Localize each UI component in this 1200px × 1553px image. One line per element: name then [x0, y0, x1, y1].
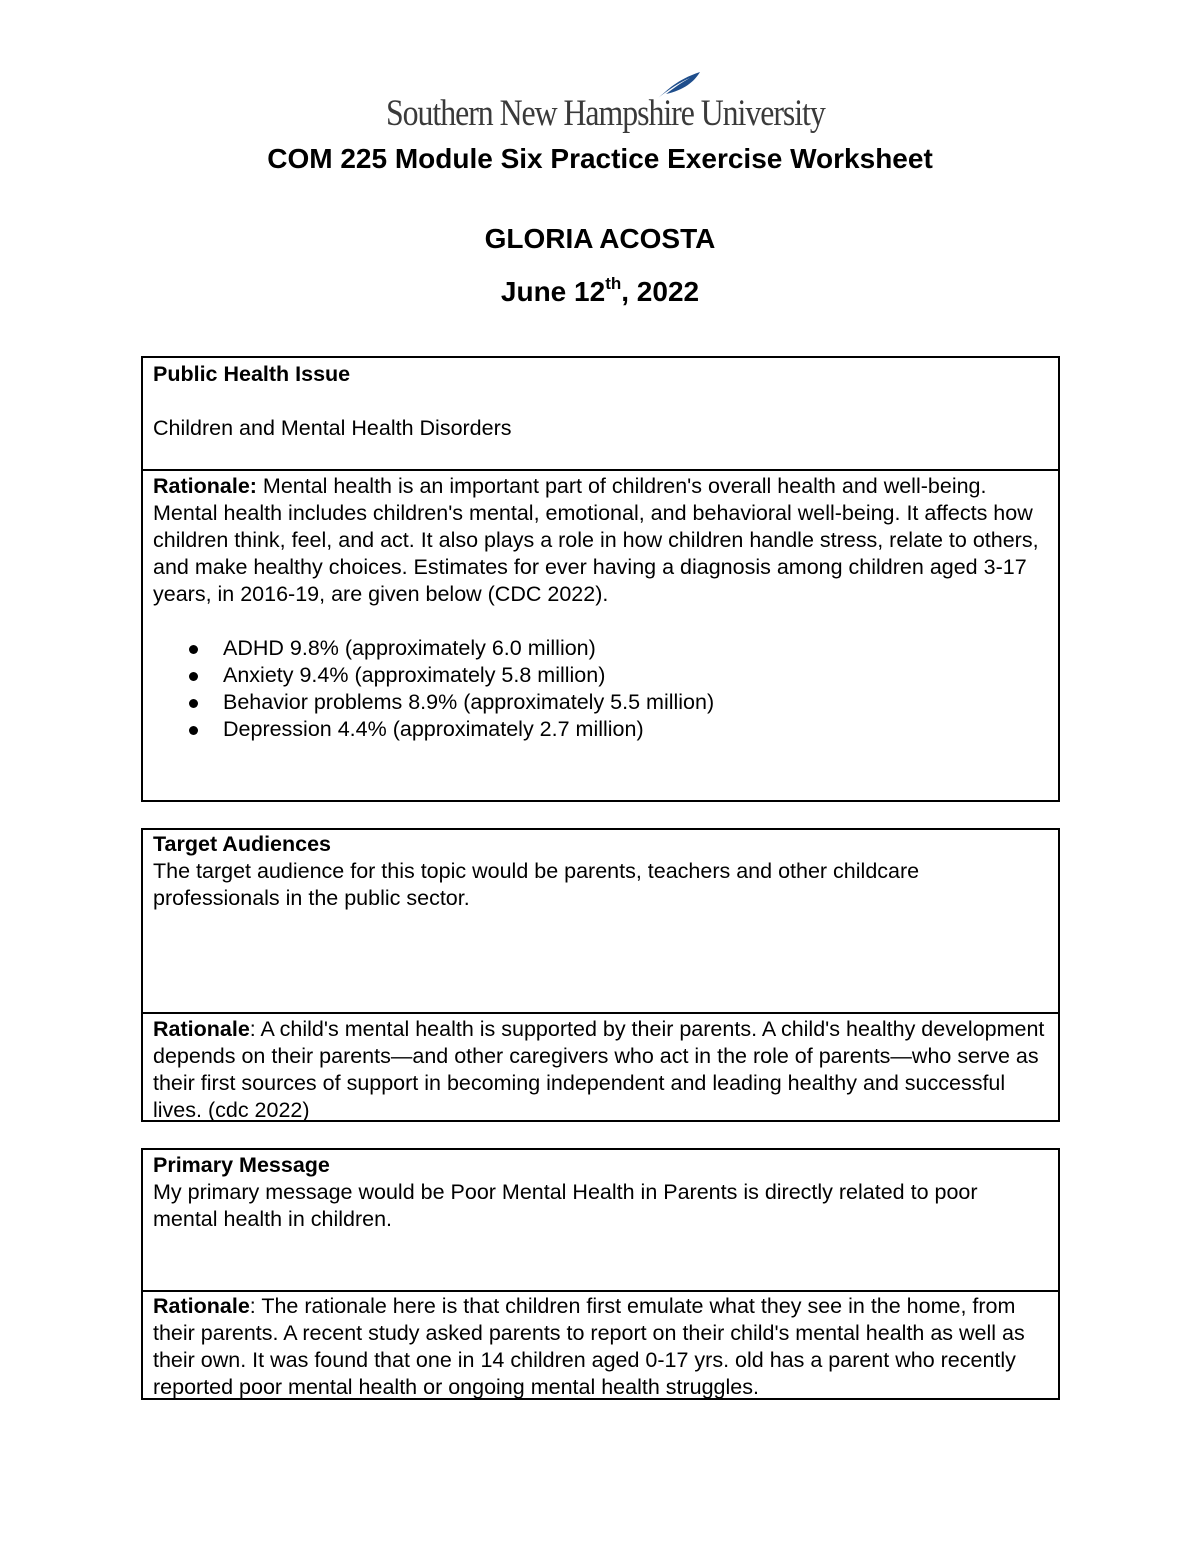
primary-message-heading: Primary Message — [153, 1153, 330, 1177]
diagnosis-list — [153, 635, 1048, 743]
rationale-label: Rationale: — [153, 474, 257, 498]
target-audiences-rationale-cell — [143, 1016, 1058, 1124]
university-logo — [386, 70, 825, 136]
list-item: ADHD 9.8% (approximately 6.0 million) — [153, 635, 1048, 662]
primary-message-cell — [143, 1152, 1058, 1233]
date-superscript: th — [605, 274, 622, 293]
public-health-issue-heading: Public Health Issue — [153, 362, 351, 386]
rationale-text: : The rationale here is that children first emulate what they see in the home, from their parents. A recent study asked parents to report on their child's mental health as well as their own. It was found that one in 14 children aged 0-17 yrs. old has a parent who recently reported poor mental health or ongoing mental health struggles. — [153, 1294, 1025, 1399]
date-prefix: June 12 — [500, 276, 606, 307]
section-divider — [143, 1290, 1058, 1292]
list-item: Depression 4.4% (approximately 2.7 million) — [153, 716, 1048, 743]
target-audiences-cell — [143, 831, 1058, 912]
document-title: COM 225 Module Six Practice Exercise Worksheet — [267, 143, 933, 174]
list-item: Behavior problems 8.9% (approximately 5.5 million) — [153, 689, 1048, 716]
public-health-issue-cell — [143, 361, 1058, 442]
public-health-rationale — [153, 473, 1048, 608]
target-audiences-box — [141, 828, 1060, 1122]
public-health-issue-text: Children and Mental Health Disorders — [153, 416, 512, 440]
list-item: Anxiety 9.4% (approximately 5.8 million) — [153, 662, 1048, 689]
primary-message-rationale — [153, 1293, 1048, 1401]
target-audiences-rationale — [153, 1016, 1048, 1124]
primary-message-rationale-cell — [143, 1293, 1058, 1401]
rationale-text: : A child's mental health is supported by their parents. A child's healthy development depends on their parents—and other caregivers who act in the role of parents—who serve as their first sources of support in becoming independent and leading healthy and successful lives. (cdc 2022) — [153, 1017, 1045, 1122]
target-audiences-text: The target audience for this topic would be parents, teachers and other childcare professionals in the public sector. — [153, 859, 920, 910]
public-health-issue-box — [141, 356, 1060, 802]
section-divider — [143, 469, 1058, 471]
logo-wordmark: Southern New Hampshire University — [386, 93, 825, 134]
date-suffix: , 2022 — [621, 276, 700, 307]
rationale-label: Rationale — [153, 1294, 250, 1318]
rationale-text: Mental health is an important part of children's overall health and well-being. Mental health includes children's mental, emotional, and behavioral well-being. It affects how children think, feel, and act. It also plays a role in how children handle stress, relate to others, and make healthy choices. Estimates for ever having a diagnosis among children aged 3-17 years, in 2016-19, are given below (CDC 2022). — [153, 474, 1039, 606]
primary-message-text: My primary message would be Poor Mental Health in Parents is directly related to poor mental health in children. — [153, 1180, 978, 1231]
primary-message-box — [141, 1148, 1060, 1400]
section-divider — [143, 1012, 1058, 1014]
rationale-label: Rationale — [153, 1017, 250, 1041]
document-date — [0, 276, 1200, 308]
target-audiences-heading: Target Audiences — [153, 832, 332, 856]
author-name: GLORIA ACOSTA — [484, 223, 716, 254]
public-health-rationale-cell — [143, 473, 1058, 743]
